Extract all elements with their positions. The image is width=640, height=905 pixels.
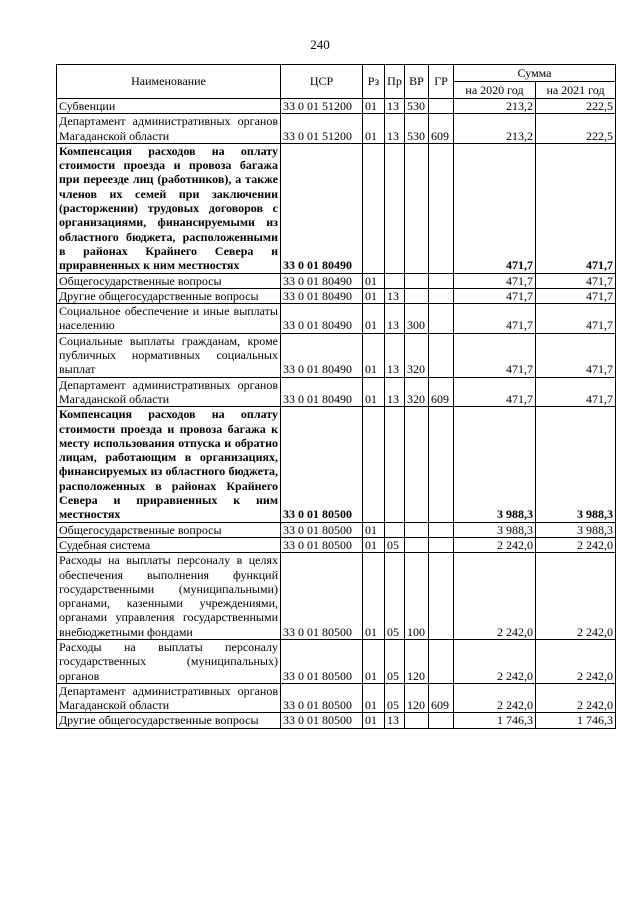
header-rz: Рз [363, 65, 385, 99]
row-vr [405, 288, 429, 303]
row-sum-2020: 1 746,3 [454, 713, 536, 728]
row-csr: 33 0 01 51200 [281, 99, 363, 114]
table-row [57, 683, 616, 713]
row-csr: 33 0 01 80500 [281, 522, 363, 537]
row-sum-2021: 2 242,0 [536, 639, 616, 683]
row-gr [429, 407, 454, 522]
table-row [57, 273, 616, 288]
row-name: Общегосударственные вопросы [57, 522, 281, 537]
row-pr: 05 [385, 537, 405, 552]
row-sum-2020: 471,7 [454, 273, 536, 288]
row-csr: 33 0 01 80490 [281, 333, 363, 377]
row-name: Компенсация расходов на оплату стоимости проезда и провоза багажа к месту использования отпуска и обратно лицам, работающим в организациях, финансируемых из областного бюджета, расположенных в районах Крайнего Севера и приравненных к ним местностях [57, 407, 281, 522]
table-row [57, 537, 616, 552]
header-gr: ГР [429, 65, 454, 99]
row-name: Общегосударственные вопросы [57, 273, 281, 288]
row-vr [405, 713, 429, 728]
row-pr: 13 [385, 304, 405, 334]
row-gr: 609 [429, 114, 454, 144]
row-sum-2021: 471,7 [536, 333, 616, 377]
row-sum-2021: 3 988,3 [536, 407, 616, 522]
header-vr: ВР [405, 65, 429, 99]
row-name: Компенсация расходов на оплату стоимости проезда и провоза багажа при переезде лиц (работников), а также членов их семей при заключении (расторжении) трудовых договоров с организациями, финансируемыми из областного бюджета, расположенными в районах Крайнего Севера и приравненных к ним местностях [57, 143, 281, 273]
table-row [57, 377, 616, 407]
row-vr: 320 [405, 377, 429, 407]
row-pr: 13 [385, 114, 405, 144]
table-row [57, 304, 616, 334]
row-rz: 01 [363, 288, 385, 303]
row-vr: 120 [405, 639, 429, 683]
row-gr [429, 553, 454, 640]
row-sum-2021: 2 242,0 [536, 683, 616, 713]
header-pr: Пр [385, 65, 405, 99]
row-sum-2021: 471,7 [536, 304, 616, 334]
row-pr: 05 [385, 683, 405, 713]
row-sum-2021: 471,7 [536, 143, 616, 273]
page-number: 240 [310, 37, 330, 52]
header-csr: ЦСР [281, 65, 363, 99]
table-row [57, 288, 616, 303]
row-csr: 33 0 01 80500 [281, 553, 363, 640]
row-sum-2021: 2 242,0 [536, 537, 616, 552]
row-csr: 33 0 01 80500 [281, 537, 363, 552]
row-rz: 01 [363, 99, 385, 114]
row-rz: 01 [363, 377, 385, 407]
row-sum-2021: 222,5 [536, 114, 616, 144]
row-rz: 01 [363, 537, 385, 552]
row-gr [429, 333, 454, 377]
row-pr [385, 522, 405, 537]
row-sum-2021: 2 242,0 [536, 553, 616, 640]
row-sum-2020: 471,7 [454, 377, 536, 407]
row-rz: 01 [363, 333, 385, 377]
row-sum-2020: 213,2 [454, 114, 536, 144]
row-sum-2020: 471,7 [454, 143, 536, 273]
row-gr [429, 537, 454, 552]
row-csr: 33 0 01 80490 [281, 304, 363, 334]
row-gr [429, 99, 454, 114]
row-name: Расходы на выплаты персоналу в целях обеспечения выполнения функций государственными (муниципальными) органами, казенными учреждениями, органами управления государственными внебюджетными фондами [57, 553, 281, 640]
row-pr [385, 407, 405, 522]
table-row [57, 114, 616, 144]
row-gr [429, 304, 454, 334]
row-name: Социальное обеспечение и иные выплаты населению [57, 304, 281, 334]
row-csr: 33 0 01 80500 [281, 639, 363, 683]
row-sum-2020: 213,2 [454, 99, 536, 114]
row-csr: 33 0 01 80500 [281, 407, 363, 522]
header-sum: Сумма [454, 65, 616, 82]
row-sum-2020: 471,7 [454, 333, 536, 377]
row-csr: 33 0 01 80500 [281, 713, 363, 728]
row-csr: 33 0 01 80500 [281, 683, 363, 713]
table-row [57, 553, 616, 640]
row-rz: 01 [363, 522, 385, 537]
row-gr: 609 [429, 683, 454, 713]
table-row [57, 713, 616, 728]
row-name: Другие общегосударственные вопросы [57, 288, 281, 303]
table-row [57, 333, 616, 377]
table-row [57, 407, 616, 522]
row-pr [385, 273, 405, 288]
row-pr [385, 143, 405, 273]
row-rz: 01 [363, 639, 385, 683]
table-row [57, 639, 616, 683]
row-gr: 609 [429, 377, 454, 407]
row-name: Социальные выплаты гражданам, кроме публичных нормативных социальных выплат [57, 333, 281, 377]
row-rz: 01 [363, 114, 385, 144]
row-gr [429, 522, 454, 537]
row-sum-2020: 2 242,0 [454, 683, 536, 713]
row-sum-2021: 471,7 [536, 273, 616, 288]
row-name: Департамент административных органов Магаданской области [57, 377, 281, 407]
budget-table [56, 64, 616, 729]
row-rz: 01 [363, 553, 385, 640]
row-pr: 13 [385, 99, 405, 114]
table-row [57, 522, 616, 537]
row-gr [429, 639, 454, 683]
row-name: Другие общегосударственные вопросы [57, 713, 281, 728]
row-gr [429, 273, 454, 288]
row-sum-2020: 471,7 [454, 288, 536, 303]
row-name: Субвенции [57, 99, 281, 114]
row-sum-2021: 471,7 [536, 377, 616, 407]
header-2021: на 2021 год [536, 82, 616, 99]
row-gr [429, 713, 454, 728]
row-name: Департамент административных органов Магаданской области [57, 114, 281, 144]
row-pr: 13 [385, 333, 405, 377]
header-name: Наименование [57, 65, 281, 99]
row-vr [405, 273, 429, 288]
row-vr: 530 [405, 114, 429, 144]
row-gr [429, 288, 454, 303]
row-rz [363, 407, 385, 522]
row-csr: 33 0 01 51200 [281, 114, 363, 144]
table-row [57, 99, 616, 114]
row-pr: 05 [385, 553, 405, 640]
row-sum-2021: 222,5 [536, 99, 616, 114]
row-name: Департамент административных органов Магаданской области [57, 683, 281, 713]
row-vr: 320 [405, 333, 429, 377]
row-rz [363, 143, 385, 273]
row-vr: 300 [405, 304, 429, 334]
row-vr [405, 522, 429, 537]
row-sum-2021: 1 746,3 [536, 713, 616, 728]
row-rz: 01 [363, 273, 385, 288]
row-name: Расходы на выплаты персоналу государственных (муниципальных) органов [57, 639, 281, 683]
row-name: Судебная система [57, 537, 281, 552]
row-vr: 530 [405, 99, 429, 114]
row-csr: 33 0 01 80490 [281, 273, 363, 288]
row-csr: 33 0 01 80490 [281, 143, 363, 273]
row-sum-2020: 2 242,0 [454, 639, 536, 683]
row-vr [405, 407, 429, 522]
row-pr: 13 [385, 377, 405, 407]
table-row [57, 143, 616, 273]
row-csr: 33 0 01 80490 [281, 288, 363, 303]
row-sum-2020: 2 242,0 [454, 537, 536, 552]
row-sum-2021: 3 988,3 [536, 522, 616, 537]
row-rz: 01 [363, 713, 385, 728]
row-vr: 120 [405, 683, 429, 713]
row-sum-2020: 471,7 [454, 304, 536, 334]
row-sum-2020: 3 988,3 [454, 522, 536, 537]
row-rz: 01 [363, 304, 385, 334]
row-pr: 05 [385, 639, 405, 683]
row-sum-2021: 471,7 [536, 288, 616, 303]
row-csr: 33 0 01 80490 [281, 377, 363, 407]
row-vr: 100 [405, 553, 429, 640]
row-rz: 01 [363, 683, 385, 713]
row-gr [429, 143, 454, 273]
header-2020: на 2020 год [454, 82, 536, 99]
row-pr: 13 [385, 288, 405, 303]
row-sum-2020: 2 242,0 [454, 553, 536, 640]
row-vr [405, 143, 429, 273]
row-vr [405, 537, 429, 552]
row-pr: 13 [385, 713, 405, 728]
row-sum-2020: 3 988,3 [454, 407, 536, 522]
